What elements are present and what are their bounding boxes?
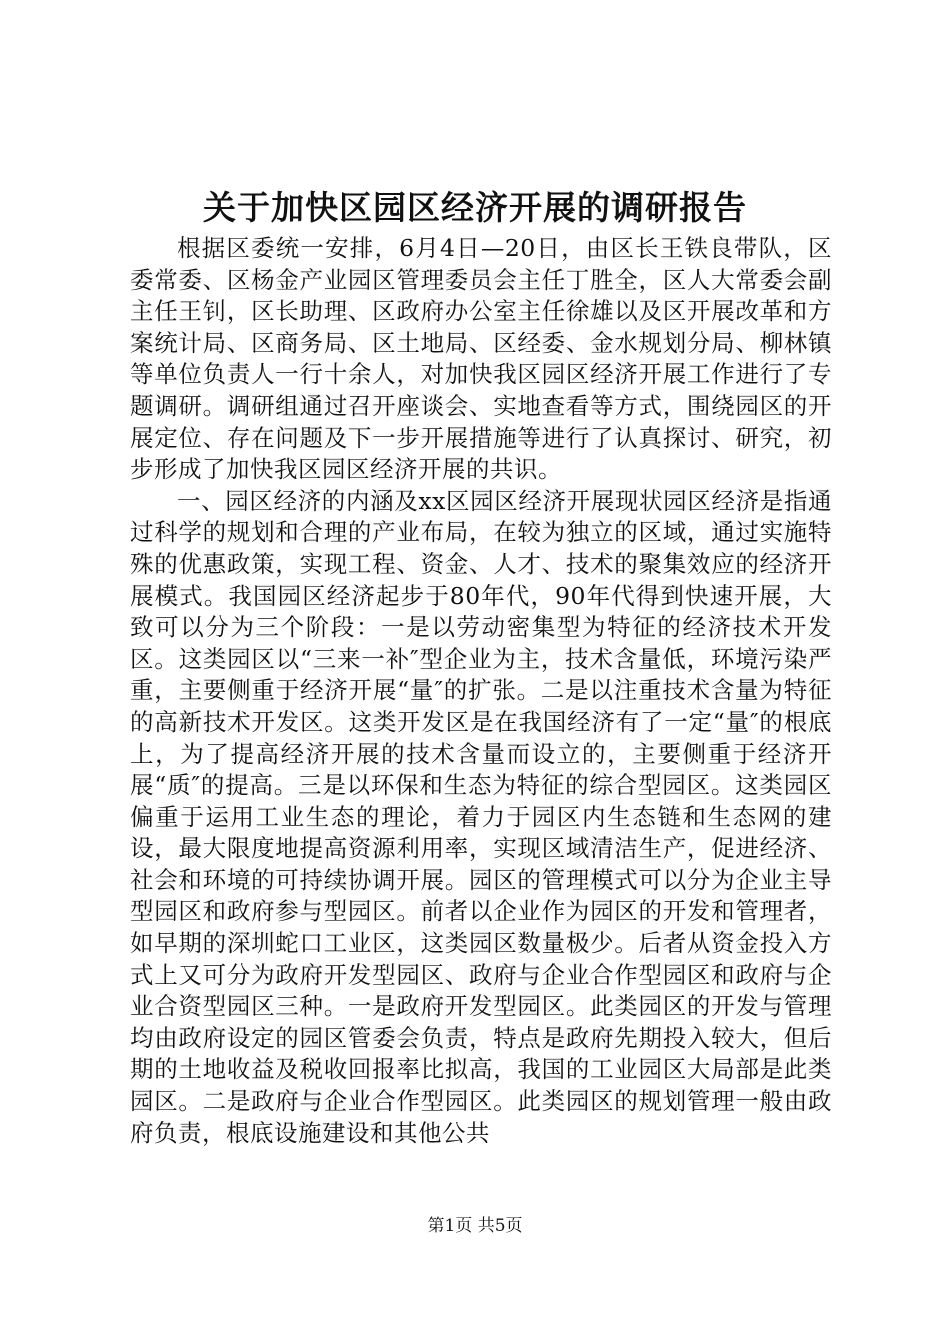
page-number-footer: 第1页 共5页 [427, 1216, 523, 1236]
paragraph-intro: 根据区委统一安排，6月4日—20日，由区长王铁良带队，区委常委、区杨金产业园区管理委员会主任丁胜全，区人大常委会副主任王钊，区长助理、区政府办公室主任徐雄以及区开展改革和方案统计局、区商务局、区土地局、区经委、金水规划分局、柳林镇等单位负责人一行十余人，对加快我区园区经济开展工作进行了专题调研。调研组通过召开座谈会、实地查看等方式，围绕园区的开展定位、存在问题及下一步开展措施等进行了认真探讨、研究，初步形成了加快我区园区经济开展的共识。 [130, 234, 832, 484]
document-title: 关于加快区园区经济开展的调研报告 [203, 188, 747, 227]
paragraph-section-one: 一、园区经济的内涵及xx区园区经济开展现状园区经济是指通过科学的规划和合理的产业布局，在较为独立的区域，通过实施特殊的优惠政策，实现工程、资金、人才、技术的聚集效应的经济开展模式。我国园区经济起步于80年代，90年代得到快速开展，大致可以分为三个阶段：一是以劳动密集型为特征的经济技术开发区。这类园区以“三来一补″型企业为主，技术含量低，环境污染严重，主要侧重于经济开展“量″的扩张。二是以注重技术含量为特征的高新技术开发区。这类开发区是在我国经济有了一定“量″的根底上，为了提高经济开展的技术含量而设立的，主要侧重于经济开展“质″的提高。三是以环保和生态为特征的综合型园区。这类园区偏重于运用工业生态的理论，着力于园区内生态链和生态网的建设，最大限度地提高资源利用率，实现区域清洁生产，促进经济、社会和环境的可持续协调开展。园区的管理模式可以分为企业主导型园区和政府参与型园区。前者以企业作为园区的开发和管理者，如早期的深圳蛇口工业区，这类园区数量极少。后者从资金投入方式上又可分为政府开发型园区、政府与企业合作型园区和政府与企业合资型园区三种。一是政府开发型园区。此类园区的开发与管理均由政府设定的园区管委会负责，特点是政府先期投入较大，但后期的土地收益及税收回报率比拟高，我国的工业园区大局部是此类园区。二是政府与企业合作型园区。此类园区的规划管理一般由政府负责，根底设施建设和其他公共 [130, 486, 832, 1147]
document-body [130, 233, 832, 1149]
